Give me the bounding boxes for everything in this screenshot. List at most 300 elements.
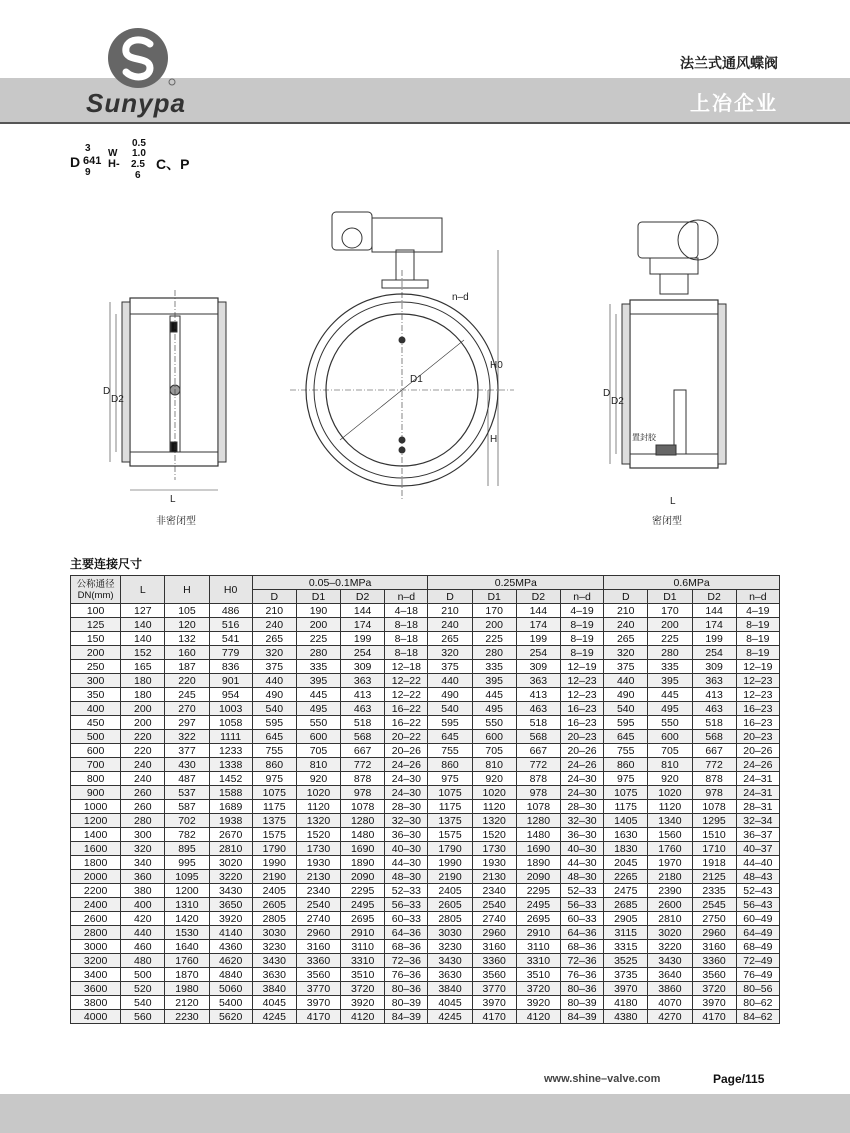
table-cell: 3920 (341, 996, 385, 1010)
table-row (71, 772, 780, 786)
table-cell: 1530 (165, 926, 209, 940)
table-header-row (71, 576, 780, 590)
table-cell: 220 (121, 744, 165, 758)
header-dn: 公称通径DN(mm) (71, 576, 121, 604)
table-cell: 380 (121, 884, 165, 898)
table-row (71, 716, 780, 730)
page-number: Page/115 (713, 1072, 765, 1086)
table-cell: 1233 (209, 744, 252, 758)
table-cell: 254 (516, 646, 560, 660)
table-cell: 180 (121, 688, 165, 702)
table-cell: 300 (71, 674, 121, 688)
table-cell: 2695 (516, 912, 560, 926)
table-cell: 2605 (252, 898, 296, 912)
table-cell: 12–23 (560, 674, 603, 688)
table-row (71, 982, 780, 996)
table-cell: 3400 (71, 968, 121, 982)
table-cell: 1918 (692, 856, 736, 870)
table-cell: 28–30 (560, 800, 603, 814)
table-cell: 2695 (341, 912, 385, 926)
table-cell: 52–33 (385, 884, 428, 898)
table-cell: 3860 (648, 982, 692, 996)
table-cell: 1640 (165, 940, 209, 954)
table-cell: 280 (472, 646, 516, 660)
table-cell: 2130 (296, 870, 340, 884)
product-title: 法兰式通风蝶阀 (680, 55, 778, 71)
table-cell: 700 (71, 758, 121, 772)
model-d: D (70, 154, 81, 170)
table-cell: 377 (165, 744, 209, 758)
table-cell: 440 (428, 674, 472, 688)
table-cell: 174 (692, 618, 736, 632)
table-cell: 3970 (692, 996, 736, 1010)
sub-nd: n–d (736, 590, 779, 604)
table-cell: 80–39 (385, 996, 428, 1010)
table-cell: 782 (165, 828, 209, 842)
table-cell: 8–19 (736, 632, 779, 646)
table-cell: 3230 (428, 940, 472, 954)
table-cell: 8–19 (736, 618, 779, 632)
table-cell: 1980 (165, 982, 209, 996)
table-cell: 2740 (296, 912, 340, 926)
table-row (71, 702, 780, 716)
table-cell: 860 (604, 758, 648, 772)
table-cell: 48–30 (385, 870, 428, 884)
table-cell: 4245 (252, 1010, 296, 1024)
table-cell: 3735 (604, 968, 648, 982)
table-cell: 518 (692, 716, 736, 730)
label-d2-left: D2 (111, 394, 124, 405)
table-cell: 200 (296, 618, 340, 632)
sub-d1: D1 (296, 590, 340, 604)
table-cell: 2295 (341, 884, 385, 898)
table-cell: 4270 (648, 1010, 692, 1024)
table-cell: 199 (516, 632, 560, 646)
table-cell: 4840 (209, 968, 252, 982)
table-cell: 132 (165, 632, 209, 646)
table-cell: 2960 (692, 926, 736, 940)
table-cell: 1970 (648, 856, 692, 870)
table-cell: 80–36 (560, 982, 603, 996)
table-cell: 200 (121, 702, 165, 716)
table-cell: 3510 (516, 968, 560, 982)
table-cell: 920 (296, 772, 340, 786)
table-cell: 187 (165, 660, 209, 674)
table-cell: 12–18 (385, 660, 428, 674)
table-cell: 3310 (341, 954, 385, 968)
table-cell: 80–62 (736, 996, 779, 1010)
table-cell: 600 (71, 744, 121, 758)
table-cell: 24–30 (560, 786, 603, 800)
table-cell: 4245 (428, 1010, 472, 1024)
table-cell: 40–30 (560, 842, 603, 856)
table-cell: 3970 (296, 996, 340, 1010)
table-cell: 1930 (472, 856, 516, 870)
table-cell: 2340 (472, 884, 516, 898)
table-cell: 860 (428, 758, 472, 772)
table-cell: 2400 (71, 898, 121, 912)
table-cell: 20–23 (736, 730, 779, 744)
table-cell: 1938 (209, 814, 252, 828)
table-cell: 3525 (604, 954, 648, 968)
table-cell: 190 (296, 604, 340, 618)
table-cell: 20–23 (560, 730, 603, 744)
table-cell: 4120 (516, 1010, 560, 1024)
table-cell: 4170 (692, 1010, 736, 1024)
table-cell: 3020 (648, 926, 692, 940)
table-cell: 568 (516, 730, 560, 744)
table-cell: 3110 (516, 940, 560, 954)
table-cell: 4–18 (385, 604, 428, 618)
table-cell: 3770 (296, 982, 340, 996)
table-cell: 300 (121, 828, 165, 842)
table-cell: 920 (472, 772, 516, 786)
table-cell: 450 (71, 716, 121, 730)
table-cell: 810 (472, 758, 516, 772)
table-cell: 540 (428, 702, 472, 716)
table-cell: 2180 (648, 870, 692, 884)
table-cell: 12–22 (385, 674, 428, 688)
table-row (71, 604, 780, 618)
model-pressure-top: 0.5 (132, 138, 146, 149)
table-cell: 486 (209, 604, 252, 618)
sub-d: D (428, 590, 472, 604)
table-row (71, 968, 780, 982)
table-cell: 1078 (516, 800, 560, 814)
table-cell: 1375 (428, 814, 472, 828)
table-row (71, 1010, 780, 1024)
table-cell: 2800 (71, 926, 121, 940)
table-cell: 309 (516, 660, 560, 674)
table-cell: 64–36 (560, 926, 603, 940)
table-cell: 490 (604, 688, 648, 702)
table-cell: 160 (165, 646, 209, 660)
table-cell: 200 (472, 618, 516, 632)
table-cell: 430 (165, 758, 209, 772)
table-cell: 375 (252, 660, 296, 674)
side-view-sealed (610, 220, 726, 468)
table-cell: 516 (209, 618, 252, 632)
table-cell: 490 (428, 688, 472, 702)
table-cell: 1200 (71, 814, 121, 828)
table-cell: 144 (516, 604, 560, 618)
table-cell: 20–22 (385, 730, 428, 744)
table-cell: 375 (604, 660, 648, 674)
table-cell: 3020 (209, 856, 252, 870)
label-d-left: D (103, 386, 111, 397)
table-cell: 72–36 (560, 954, 603, 968)
table-cell: 1320 (296, 814, 340, 828)
label-d-right: D (603, 388, 611, 399)
table-cell: 52–43 (736, 884, 779, 898)
table-cell: 3430 (252, 954, 296, 968)
table-cell: 3560 (692, 968, 736, 982)
table-cell: 1175 (428, 800, 472, 814)
table-cell: 24–30 (385, 772, 428, 786)
table-cell: 350 (71, 688, 121, 702)
table-cell: 2190 (252, 870, 296, 884)
table-cell: 3430 (648, 954, 692, 968)
table-cell: 16–23 (736, 702, 779, 716)
table-cell: 144 (692, 604, 736, 618)
table-cell: 460 (121, 940, 165, 954)
table-cell: 5400 (209, 996, 252, 1010)
table-cell: 4045 (252, 996, 296, 1010)
table-cell: 2190 (428, 870, 472, 884)
table-cell: 68–36 (385, 940, 428, 954)
table-cell: 150 (71, 632, 121, 646)
table-cell: 48–30 (560, 870, 603, 884)
table-cell: 2475 (604, 884, 648, 898)
table-cell: 1800 (71, 856, 121, 870)
model-pressure-mid: 1.0 (132, 148, 146, 159)
table-cell: 24–30 (560, 772, 603, 786)
table-cell: 3200 (71, 954, 121, 968)
table-cell: 3970 (472, 996, 516, 1010)
sub-d1: D1 (472, 590, 516, 604)
table-cell: 1510 (692, 828, 736, 842)
table-cell: 240 (252, 618, 296, 632)
table-cell: 2810 (209, 842, 252, 856)
sub-nd: n–d (560, 590, 603, 604)
table-row (71, 646, 780, 660)
table-cell: 772 (692, 758, 736, 772)
table-cell: 1600 (71, 842, 121, 856)
table-cell: 3030 (252, 926, 296, 940)
table-cell: 3510 (341, 968, 385, 982)
table-cell: 4180 (604, 996, 648, 1010)
table-cell: 240 (121, 758, 165, 772)
table-cell: 705 (472, 744, 516, 758)
table-cell: 1075 (252, 786, 296, 800)
table-cell: 260 (121, 786, 165, 800)
table-cell: 199 (341, 632, 385, 646)
table-cell: 2740 (472, 912, 516, 926)
table-cell: 1520 (472, 828, 516, 842)
table-cell: 3220 (209, 870, 252, 884)
table-cell: 978 (516, 786, 560, 800)
table-cell: 5060 (209, 982, 252, 996)
table-cell: 20–26 (560, 744, 603, 758)
table-cell: 995 (165, 856, 209, 870)
table-cell: 878 (692, 772, 736, 786)
table-cell: 265 (428, 632, 472, 646)
table-cell: 978 (692, 786, 736, 800)
table-cell: 560 (121, 1010, 165, 1024)
table-cell: 413 (341, 688, 385, 702)
table-cell: 3310 (516, 954, 560, 968)
table-cell: 1830 (604, 842, 648, 856)
table-cell: 1200 (165, 884, 209, 898)
table-cell: 76–49 (736, 968, 779, 982)
table-cell: 32–34 (736, 814, 779, 828)
table-cell: 320 (252, 646, 296, 660)
sub-d: D (252, 590, 296, 604)
table-cell: 495 (296, 702, 340, 716)
table-cell: 72–36 (385, 954, 428, 968)
header-group-mid: 0.25MPa (428, 576, 604, 590)
table-cell: 550 (296, 716, 340, 730)
table-cell: 2130 (472, 870, 516, 884)
table-cell: 1020 (648, 786, 692, 800)
table-cell: 309 (692, 660, 736, 674)
table-cell: 518 (341, 716, 385, 730)
table-cell: 127 (121, 604, 165, 618)
table-cell: 3360 (296, 954, 340, 968)
label-h0: H0 (490, 360, 503, 371)
side-view-non-sealed (110, 290, 226, 490)
table-cell: 600 (648, 730, 692, 744)
model-mid: 641 (83, 155, 102, 167)
table-cell: 280 (296, 646, 340, 660)
table-cell: 1480 (341, 828, 385, 842)
table-cell: 413 (516, 688, 560, 702)
table-cell: 2670 (209, 828, 252, 842)
table-cell: 1575 (252, 828, 296, 842)
table-cell: 1078 (341, 800, 385, 814)
table-cell: 180 (121, 674, 165, 688)
table-row (71, 996, 780, 1010)
header-group-low: 0.05–0.1MPa (252, 576, 428, 590)
table-cell: 8–18 (385, 618, 428, 632)
table-cell: 587 (165, 800, 209, 814)
table-cell: 463 (692, 702, 736, 716)
table-cell: 2125 (692, 870, 736, 884)
table-cell: 309 (341, 660, 385, 674)
table-cell: 72–49 (736, 954, 779, 968)
table-cell: 225 (296, 632, 340, 646)
table-cell: 537 (165, 786, 209, 800)
table-cell: 200 (71, 646, 121, 660)
table-cell: 76–36 (385, 968, 428, 982)
table-cell: 2805 (428, 912, 472, 926)
table-cell: 1375 (252, 814, 296, 828)
table-cell: 400 (71, 702, 121, 716)
table-cell: 12–23 (736, 688, 779, 702)
table-cell: 487 (165, 772, 209, 786)
table-cell: 12–22 (385, 688, 428, 702)
table-cell: 20–26 (736, 744, 779, 758)
table-cell: 3030 (428, 926, 472, 940)
table-cell: 80–56 (736, 982, 779, 996)
table-cell: 40–30 (385, 842, 428, 856)
table-cell: 2600 (648, 898, 692, 912)
table-cell: 3920 (516, 996, 560, 1010)
table-cell: 8–19 (560, 618, 603, 632)
table-cell: 4–19 (560, 604, 603, 618)
table-cell: 600 (296, 730, 340, 744)
table-cell: 44–30 (385, 856, 428, 870)
table-cell: 860 (252, 758, 296, 772)
table-cell: 901 (209, 674, 252, 688)
table-cell: 920 (648, 772, 692, 786)
table-cell: 84–39 (385, 1010, 428, 1024)
table-cell: 3630 (428, 968, 472, 982)
table-cell: 2910 (341, 926, 385, 940)
table-cell: 36–30 (560, 828, 603, 842)
label-l-left: L (170, 494, 176, 505)
table-row (71, 912, 780, 926)
table-cell: 140 (121, 632, 165, 646)
table-cell: 2120 (165, 996, 209, 1010)
table-cell: 1890 (341, 856, 385, 870)
table-cell: 200 (121, 716, 165, 730)
table-cell: 297 (165, 716, 209, 730)
table-cell: 4380 (604, 1010, 648, 1024)
section-title: 主要连接尺寸 (70, 557, 143, 571)
table-row (71, 660, 780, 674)
table-cell: 56–33 (560, 898, 603, 912)
table-cell: 3220 (648, 940, 692, 954)
table-cell: 1990 (428, 856, 472, 870)
table-row (71, 730, 780, 744)
table-cell: 280 (648, 646, 692, 660)
table-cell: 878 (516, 772, 560, 786)
table-cell: 463 (516, 702, 560, 716)
table-cell: 540 (604, 702, 648, 716)
table-cell: 1320 (472, 814, 516, 828)
table-cell: 1175 (604, 800, 648, 814)
table-cell: 3160 (472, 940, 516, 954)
table-cell: 755 (252, 744, 296, 758)
table-cell: 1575 (428, 828, 472, 842)
table-cell: 2960 (296, 926, 340, 940)
table-cell: 340 (121, 856, 165, 870)
table-cell: 445 (296, 688, 340, 702)
table-cell: 440 (252, 674, 296, 688)
table-cell: 363 (341, 674, 385, 688)
table-cell: 500 (121, 968, 165, 982)
table-cell: 480 (121, 954, 165, 968)
table-cell: 250 (71, 660, 121, 674)
table-cell: 836 (209, 660, 252, 674)
table-cell: 3315 (604, 940, 648, 954)
table-cell: 4140 (209, 926, 252, 940)
table-cell: 2265 (604, 870, 648, 884)
table-cell: 800 (71, 772, 121, 786)
table-cell: 80–36 (385, 982, 428, 996)
table-cell: 540 (252, 702, 296, 716)
table-cell: 1000 (71, 800, 121, 814)
table-cell: 2910 (516, 926, 560, 940)
table-cell: 225 (472, 632, 516, 646)
table-cell: 645 (252, 730, 296, 744)
table-cell: 3160 (692, 940, 736, 954)
table-cell: 772 (516, 758, 560, 772)
table-cell: 1111 (209, 730, 252, 744)
table-cell: 1338 (209, 758, 252, 772)
table-row (71, 926, 780, 940)
table-cell: 32–30 (385, 814, 428, 828)
table-cell: 199 (692, 632, 736, 646)
table-cell: 540 (121, 996, 165, 1010)
table-cell: 2340 (296, 884, 340, 898)
table-cell: 595 (428, 716, 472, 730)
table-row (71, 688, 780, 702)
table-cell: 24–31 (736, 772, 779, 786)
table-cell: 2335 (692, 884, 736, 898)
table-cell: 174 (341, 618, 385, 632)
table-cell: 445 (648, 688, 692, 702)
table-cell: 2495 (516, 898, 560, 912)
header-l: L (121, 576, 165, 604)
table-cell: 335 (648, 660, 692, 674)
model-pressure-mid2: 2.5 (131, 159, 145, 170)
table-cell: 975 (604, 772, 648, 786)
table-cell: 3110 (341, 940, 385, 954)
label-d2-right: D2 (611, 396, 624, 407)
table-cell: 595 (252, 716, 296, 730)
